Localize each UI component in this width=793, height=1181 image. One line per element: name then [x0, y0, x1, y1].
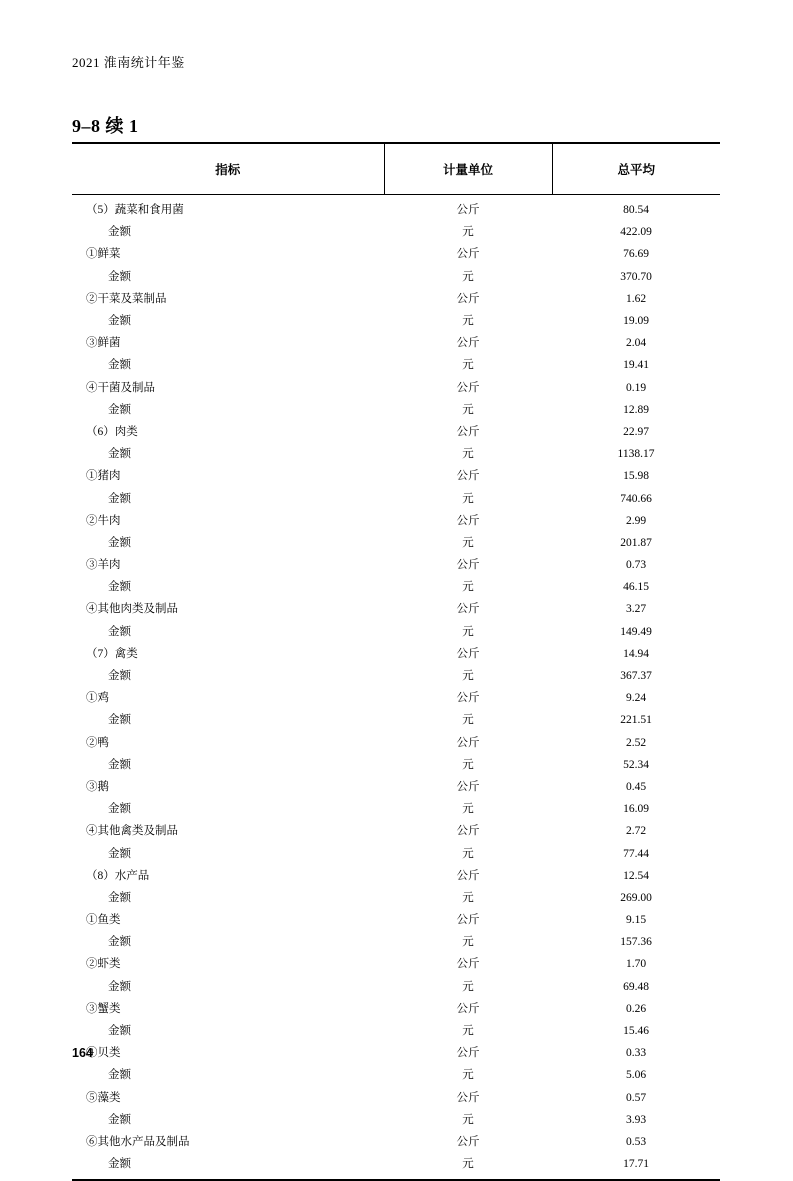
table-row [72, 195, 720, 222]
table-header [72, 143, 720, 195]
table-row [72, 754, 720, 776]
table-row [72, 931, 720, 953]
cell-unit: 公斤 [456, 337, 480, 350]
cell-indicator: （5）蔬菜和食用菌 [72, 195, 384, 222]
cell-unit: 公斤 [456, 470, 480, 483]
cell-average: 52.34 [623, 758, 649, 771]
cell-unit: 公斤 [456, 780, 480, 793]
cell-average: 0.57 [625, 1091, 647, 1104]
cell-average: 19.41 [623, 359, 649, 372]
table-row [72, 487, 720, 509]
cell-unit: 元 [462, 1113, 474, 1126]
cell-indicator: 金额 [108, 625, 131, 638]
cell-average: 46.15 [623, 581, 649, 594]
cell-average: 3.27 [625, 603, 647, 616]
table-row [72, 221, 720, 243]
table-row [72, 1109, 720, 1131]
table-row [72, 288, 720, 310]
cell-unit: 公斤 [456, 1135, 480, 1148]
cell-indicator: ④其他禽类及制品 [86, 825, 178, 838]
cell-indicator: ⑥其他水产品及制品 [86, 1135, 190, 1148]
cell-unit: 元 [462, 536, 474, 549]
cell-average: 740.66 [620, 492, 652, 505]
cell-average: 2.99 [625, 514, 647, 527]
cell-indicator: ②虾类 [86, 958, 121, 971]
running-head: 2021 淮南统计年鉴 [72, 55, 185, 70]
cell-average: 2.04 [625, 337, 647, 350]
cell-indicator: 金额 [108, 448, 131, 461]
cell-average: 367.37 [620, 670, 652, 683]
cell-unit: 元 [462, 492, 474, 505]
cell-indicator: ④其他肉类及制品 [86, 603, 178, 616]
cell-unit: 元 [462, 936, 474, 949]
cell-unit: 元 [462, 1069, 474, 1082]
cell-indicator: 金额 [108, 936, 131, 949]
cell-average: 370.70 [620, 270, 652, 283]
cell-indicator: ②干菜及菜制品 [86, 292, 167, 305]
cell-unit: 公斤 [456, 381, 480, 394]
cell-unit: 元 [384, 1153, 552, 1180]
cell-average: 14.94 [623, 647, 649, 660]
cell-indicator: 金额 [108, 1069, 131, 1082]
cell-average: 5.06 [625, 1069, 647, 1082]
cell-indicator: ①鲜菜 [86, 248, 121, 261]
table-row [72, 266, 720, 288]
table-row [72, 421, 720, 443]
cell-unit: 公斤 [456, 736, 480, 749]
cell-unit: 公斤 [456, 248, 480, 261]
column-header-indicator: 指标 [72, 143, 384, 195]
cell-indicator: ③蟹类 [86, 1002, 121, 1015]
page-title: 9–8 续 1 [72, 116, 139, 136]
table-row [72, 976, 720, 998]
cell-indicator: ③鲜菌 [86, 337, 121, 350]
cell-unit: 公斤 [456, 514, 480, 527]
cell-unit: 公斤 [456, 1047, 480, 1060]
table-body [72, 195, 720, 1181]
cell-indicator: 金额 [108, 670, 131, 683]
cell-indicator: 金额 [108, 581, 131, 594]
table-row [72, 643, 720, 665]
cell-indicator: 金额 [108, 492, 131, 505]
cell-unit: 元 [462, 625, 474, 638]
cell-average: 269.00 [620, 891, 652, 904]
cell-indicator: （6）肉类 [86, 425, 138, 438]
cell-unit: 元 [462, 758, 474, 771]
cell-indicator: ⑤藻类 [86, 1091, 121, 1104]
cell-average: 0.26 [625, 1002, 647, 1015]
cell-unit: 公斤 [456, 869, 480, 882]
statistics-table-container [72, 142, 720, 1181]
table-header-row [72, 143, 720, 195]
table-row [72, 865, 720, 887]
table-row [72, 732, 720, 754]
cell-indicator: 金额 [108, 1025, 131, 1038]
cell-indicator: （8）水产品 [86, 869, 150, 882]
cell-average: 12.89 [623, 403, 649, 416]
cell-unit: 元 [462, 581, 474, 594]
cell-average: 17.71 [552, 1153, 720, 1180]
cell-average: 201.87 [620, 536, 652, 549]
statistics-table [72, 142, 720, 1181]
cell-average: 80.54 [552, 195, 720, 222]
cell-indicator: 金额 [108, 803, 131, 816]
cell-average: 422.09 [620, 226, 652, 239]
cell-indicator: ②牛肉 [86, 514, 121, 527]
cell-indicator: ③鹅 [86, 780, 109, 793]
table-row [72, 621, 720, 643]
cell-unit: 元 [462, 847, 474, 860]
cell-average: 15.46 [623, 1025, 649, 1038]
table-row [72, 1131, 720, 1153]
cell-average: 22.97 [623, 425, 649, 438]
cell-unit: 元 [462, 1025, 474, 1038]
cell-average: 1.70 [625, 958, 647, 971]
cell-average: 0.33 [625, 1047, 647, 1060]
table-row [72, 510, 720, 532]
cell-average: 0.73 [625, 559, 647, 572]
cell-unit: 公斤 [456, 559, 480, 572]
cell-unit: 元 [462, 670, 474, 683]
cell-average: 77.44 [623, 847, 649, 860]
table-row [72, 576, 720, 598]
cell-indicator: 金额 [108, 315, 131, 328]
cell-indicator: 金额 [108, 403, 131, 416]
cell-indicator: 金额 [108, 891, 131, 904]
table-row [72, 243, 720, 265]
cell-average: 9.24 [625, 692, 647, 705]
cell-unit: 公斤 [456, 603, 480, 616]
cell-average: 9.15 [625, 914, 647, 927]
cell-indicator: （7）禽类 [86, 647, 138, 660]
cell-average: 0.19 [625, 381, 647, 394]
cell-average: 221.51 [620, 714, 652, 727]
table-row [72, 443, 720, 465]
table-row [72, 798, 720, 820]
cell-average: 0.45 [625, 780, 647, 793]
table-row [72, 998, 720, 1020]
table-row [72, 1064, 720, 1086]
cell-unit: 元 [462, 403, 474, 416]
table-row [72, 310, 720, 332]
cell-unit: 公斤 [456, 425, 480, 438]
cell-average: 157.36 [620, 936, 652, 949]
table-row [72, 399, 720, 421]
cell-unit: 公斤 [456, 825, 480, 838]
cell-indicator: 金额 [108, 270, 131, 283]
cell-unit: 元 [462, 980, 474, 993]
cell-unit: 元 [462, 891, 474, 904]
cell-indicator: 金额 [108, 980, 131, 993]
table-row [72, 665, 720, 687]
table-row [72, 709, 720, 731]
cell-average: 76.69 [623, 248, 649, 261]
cell-indicator: ①猪肉 [86, 470, 121, 483]
cell-unit: 公斤 [456, 1091, 480, 1104]
cell-indicator: ②鸭 [86, 736, 109, 749]
cell-unit: 元 [462, 714, 474, 727]
table-row [72, 887, 720, 909]
cell-unit: 公斤 [456, 958, 480, 971]
table-row [72, 554, 720, 576]
cell-average: 16.09 [623, 803, 649, 816]
cell-indicator: ①鸡 [86, 692, 109, 705]
table-row [72, 687, 720, 709]
cell-indicator: 金额 [108, 226, 131, 239]
cell-unit: 元 [462, 359, 474, 372]
cell-indicator: 金额 [108, 1113, 131, 1126]
cell-average: 2.72 [625, 825, 647, 838]
cell-unit: 元 [462, 270, 474, 283]
cell-average: 1.62 [625, 292, 647, 305]
table-row [72, 354, 720, 376]
cell-average: 12.54 [623, 869, 649, 882]
cell-indicator: ③羊肉 [86, 559, 121, 572]
column-header-unit: 计量单位 [384, 143, 552, 195]
column-header-average: 总平均 [552, 143, 720, 195]
table-row [72, 1042, 720, 1064]
table-row [72, 332, 720, 354]
cell-unit: 公斤 [456, 292, 480, 305]
table-row [72, 1087, 720, 1109]
cell-unit: 元 [462, 803, 474, 816]
cell-average: 1138.17 [617, 448, 655, 461]
table-row [72, 820, 720, 842]
cell-unit: 元 [462, 315, 474, 328]
cell-indicator: ①鱼类 [86, 914, 121, 927]
cell-indicator: 金额 [72, 1153, 384, 1180]
cell-indicator: 金额 [108, 536, 131, 549]
cell-unit: 公斤 [384, 195, 552, 222]
cell-unit: 公斤 [456, 647, 480, 660]
table-row [72, 1153, 720, 1180]
table-row [72, 953, 720, 975]
cell-average: 19.09 [623, 315, 649, 328]
cell-average: 149.49 [620, 625, 652, 638]
cell-average: 0.53 [625, 1135, 647, 1148]
cell-unit: 元 [462, 226, 474, 239]
cell-indicator: 金额 [108, 359, 131, 372]
cell-indicator: 金额 [108, 847, 131, 860]
cell-unit: 公斤 [456, 1002, 480, 1015]
cell-average: 15.98 [623, 470, 649, 483]
cell-indicator: ④贝类 [86, 1047, 121, 1060]
table-row [72, 532, 720, 554]
table-row [72, 776, 720, 798]
cell-unit: 元 [462, 448, 474, 461]
cell-average: 69.48 [623, 980, 649, 993]
cell-indicator: ④干菌及制品 [86, 381, 155, 394]
table-row [72, 842, 720, 864]
table-row [72, 377, 720, 399]
table-row [72, 909, 720, 931]
cell-unit: 公斤 [456, 692, 480, 705]
cell-average: 3.93 [625, 1113, 647, 1126]
cell-indicator: 金额 [108, 714, 131, 727]
cell-indicator: 金额 [108, 758, 131, 771]
table-row [72, 465, 720, 487]
table-row [72, 1020, 720, 1042]
cell-average: 2.52 [625, 736, 647, 749]
page-number: 164 [72, 1046, 93, 1060]
table-row [72, 598, 720, 620]
cell-unit: 公斤 [456, 914, 480, 927]
